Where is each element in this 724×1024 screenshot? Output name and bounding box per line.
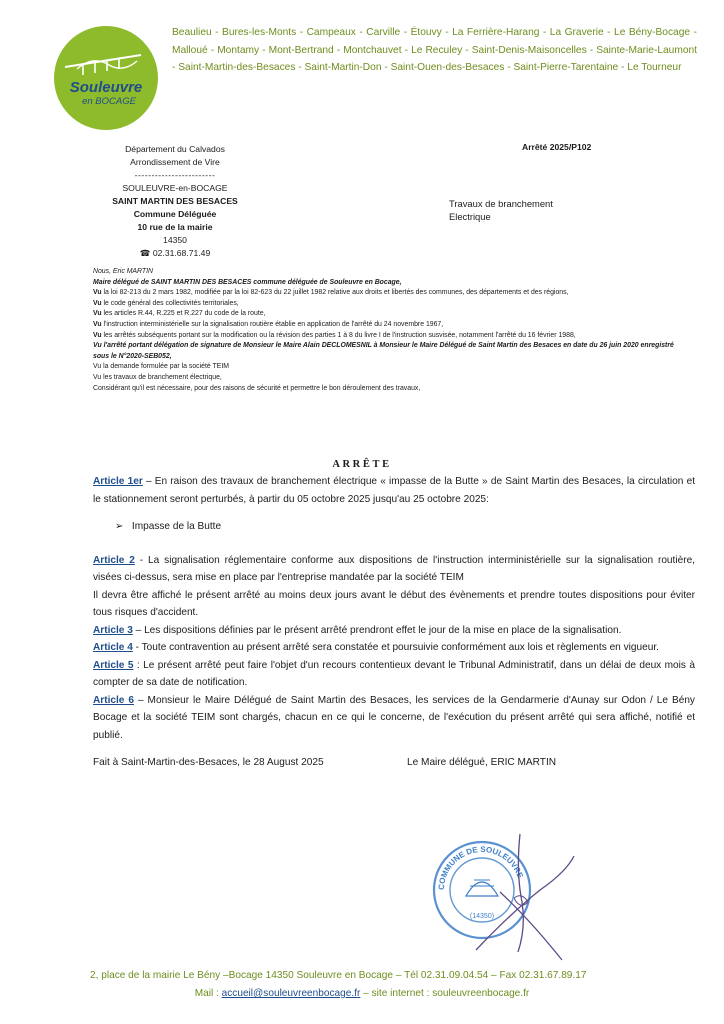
logo-line2: en BOCAGE	[82, 96, 136, 107]
commune-separator: -	[259, 44, 269, 56]
visa-4: Vu l'instruction interministérielle sur la signalisation routière établie en application de l'arrêté du 24 novembre 1967,	[93, 320, 444, 328]
commune-item: Saint-Martin-Don	[304, 62, 382, 74]
maire-line: Maire délégué de SAINT MARTIN DES BESACES commune déléguée de Souleuvre en Bocage,	[93, 278, 402, 286]
visa-1: Vu la loi 82-213 du 2 mars 1982, modifiée par la loi 82-623 du 22 juillet 1982 relative aux droits et libertés des communes, des départements et des régions,	[93, 289, 569, 297]
visa-2: Vu le code général des collectivités territoriales,	[93, 299, 239, 307]
article-6-label: Article 6	[93, 694, 134, 706]
commune-separator: -	[539, 27, 550, 38]
mairie-address: 10 rue de la mairie	[137, 222, 213, 232]
articles	[93, 473, 695, 744]
visa-5: Vu les arrêtés subséquents portant sur la modification ou la révision des parties 1 à 8 du livre I de l'instruction susvisée, notamment l'arrêté du 16 février 1988,	[93, 331, 576, 339]
commune-item: Saint-Ouen-des-Besaces	[390, 62, 505, 74]
commune-item: Le Tourneur	[627, 62, 682, 74]
phone-number: ☎ 02.31.68.71.49	[139, 248, 211, 258]
souleuvre-logo	[53, 25, 159, 131]
footer-contact: Mail : accueil@souleuvreenbocage.fr – site internet : souleuvreenbocage.fr	[194, 988, 530, 999]
commune-separator: -	[690, 27, 697, 38]
bullet-item: ➢ Impasse de la Butte	[115, 521, 222, 532]
visa-3: Vu les articles R.44, R.225 et R.227 du code de la route,	[93, 310, 266, 318]
commune-item: Carville	[366, 27, 401, 38]
commune-item: Montamy	[217, 44, 260, 56]
email-link[interactable]: accueil@souleuvreenbocage.fr	[221, 988, 361, 999]
commune-separator: -	[400, 27, 411, 38]
nous-line: Nous, Eric MARTIN	[93, 268, 153, 275]
commune-item: Mont-Bertrand	[268, 44, 334, 56]
postal-code: 14350	[163, 235, 187, 245]
commune-separator: -	[355, 27, 367, 38]
objet-line2: Electrique	[449, 211, 491, 222]
commune-separator: -	[504, 62, 514, 74]
visa-delegation: Vu l'arrêté portant délégation de signature de Monsieur le Maire Alain DECLOMESNIL à Monsieur le Maire Délégué de Saint Martin des Besaces en date du 26 juin 2020 enregistré sous le N°2020-SEB052,	[93, 342, 674, 360]
handwritten-signature	[470, 832, 580, 972]
objet-line1: Travaux de branchement	[449, 198, 553, 209]
arrete-number: Arrêté 2025/P102	[522, 142, 592, 152]
stamp-code: (14350)	[469, 913, 495, 920]
mairie-header	[100, 143, 250, 260]
footer-address: 2, place de la mairie Le Bény –Bocage 14350 Souleuvre en Bocage – Tél 02.31.09.04.54 – Fax 02.31.67.89.17	[90, 970, 587, 981]
commune-separator: -	[296, 27, 307, 38]
visas	[93, 267, 691, 394]
fait-a: Fait à Saint-Martin-des-Besaces, le 28 August 2025	[93, 757, 324, 768]
commune-item: Montchauvet	[343, 44, 402, 56]
arrondissement: Arrondissement de Vire	[130, 157, 220, 167]
commune-item: Saint-Denis-Maisoncelles	[471, 44, 587, 56]
commune-item: Bures-les-Monts	[222, 27, 297, 38]
commune-separator: -	[618, 62, 628, 74]
commune-separator: -	[462, 44, 472, 56]
signataire: Le Maire délégué, ERIC MARTIN	[407, 757, 557, 768]
commune-separator: -	[603, 27, 615, 38]
article-3-label: Article 3	[93, 624, 133, 636]
commune-separator: -	[401, 44, 412, 56]
commune-item: La Graverie	[549, 27, 604, 38]
commune-item: Beaulieu	[172, 27, 212, 38]
commune-separator: -	[381, 62, 391, 74]
article-6: Article 6 – Monsieur le Maire Délégué de Saint Martin des Besaces, les services de la Gendarmerie d'Aunay sur Odon / Le Bény Bocage et la société TEIM sont chargés, chacun en ce qui le concerne, de l'exécution du présent arrêté qui sera affiché, notifié et publié.	[93, 694, 695, 741]
commune-name: SOULEUVRE-en-BOCAGE	[122, 183, 228, 193]
departement: Département du Calvados	[125, 144, 225, 154]
commune-item: Campeaux	[306, 27, 356, 38]
commune-separator: -	[172, 62, 179, 74]
commune-item: Malloué	[172, 44, 208, 56]
arrete-title: ARRÊTE	[332, 459, 392, 470]
arrow-bullet-icon: ➢	[115, 521, 124, 532]
logo-line1: Souleuvre	[69, 79, 143, 96]
article-2-label: Article 2	[93, 554, 135, 566]
communes-list	[172, 24, 697, 77]
article-4: Article 4 - Toute contravention au présent arrêté sera constatée et poursuivie conformément aux lois et règlements en vigueur.	[93, 642, 659, 653]
commune-item: La Ferrière-Harang	[452, 27, 540, 38]
commune-item: Sainte-Marie-Laumont	[596, 44, 697, 56]
article-1: Article 1er – En raison des travaux de branchement électrique « impasse de la Butte » de Saint Martin des Besaces, la circulation et le stationnement seront perturbés, à partir du 05 octobre 2025 jusqu'au 25 octobre 2025:	[93, 476, 695, 505]
objet	[449, 197, 553, 223]
commune-deleguee-label: Commune Déléguée	[133, 209, 217, 219]
separator: ------------------------	[134, 170, 216, 180]
commune-deleguee-name: SAINT MARTIN DES BESACES	[112, 196, 238, 206]
commune-separator: -	[586, 44, 597, 56]
commune-item: Le Reculey	[411, 44, 463, 56]
commune-item: Étouvy	[410, 27, 442, 38]
commune-separator: -	[211, 27, 223, 38]
article-3: Article 3 – Les dispositions définies par le présent arrêté prendront effet le jour de la mise en place de la signalisation.	[93, 624, 622, 636]
article-5: Article 5 : Le présent arrêté peut faire l'objet d'un recours contentieux devant le Tribunal Administratif, dans un délai de deux mois à compter de sa date de notification.	[93, 659, 695, 688]
commune-separator: -	[441, 27, 453, 38]
commune-separator: -	[295, 62, 305, 74]
visa-demande: Vu la demande formulée par la société TEIM	[93, 363, 229, 371]
commune-item: Saint-Pierre-Tarentaine	[513, 62, 619, 74]
visa-travaux: Vu les travaux de branchement électrique,	[93, 373, 222, 381]
commune-separator: -	[207, 44, 218, 56]
article-5-label: Article 5	[93, 659, 134, 671]
article-2-cont: Il devra être affiché le présent arrêté au moins deux jours avant le début des évènements et prendre toutes dispositions pour éviter tous risques d'accident.	[93, 589, 695, 618]
commune-item: Le Bény-Bocage	[614, 27, 691, 38]
considerant: Considérant qu'il est nécessaire, pour des raisons de sécurité et permettre le bon déroulement des travaux,	[93, 384, 421, 392]
stamp-text: COMMUNE DE SOULEUVRE	[436, 844, 525, 891]
article-4-label: Article 4	[93, 642, 133, 653]
commune-separator: -	[333, 44, 344, 56]
article-1-label: Article 1er	[93, 476, 143, 487]
commune-item: Saint-Martin-des-Besaces	[178, 62, 296, 74]
article-2: Article 2 - La signalisation réglementaire conforme aux dispositions de l'instruction interministérielle sur la signalisation routière, visées ci-dessus, sera mise en place par l'entreprise mandatée par la société TEIM	[93, 554, 695, 583]
